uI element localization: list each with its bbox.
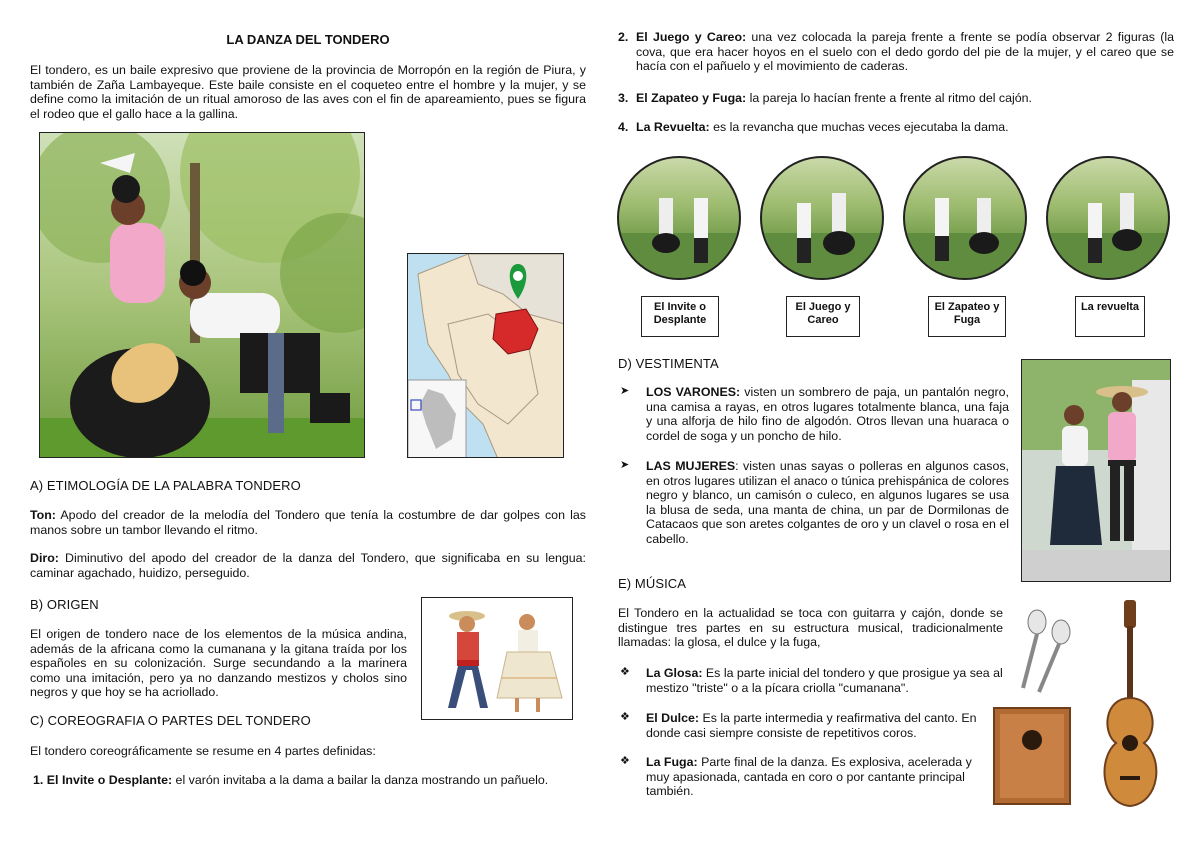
fuga-term: La Fuga: bbox=[646, 755, 698, 769]
juego-figures bbox=[762, 158, 882, 278]
couple-cartoon bbox=[422, 598, 573, 720]
invite-photo bbox=[617, 156, 741, 280]
part-2 bbox=[618, 30, 1174, 74]
label-revuelta: La revuelta bbox=[1075, 296, 1145, 337]
spoons-icon bbox=[1015, 608, 1080, 693]
revuelta-figures bbox=[1048, 158, 1168, 278]
mujeres-term: LAS MUJERES bbox=[646, 459, 736, 473]
part-2-term: El Juego y Careo: bbox=[636, 30, 747, 44]
ton-term: Ton: bbox=[30, 508, 56, 522]
piura-map bbox=[407, 253, 564, 458]
fuga-desc: Parte final de la danza. Es explosiva, acelerada y muy apasionada, cantada en coro o por cantante principal también. bbox=[646, 755, 972, 798]
label-zapateo: El Zapateo y Fuga bbox=[928, 296, 1006, 337]
part-1-num: 1. bbox=[33, 773, 44, 787]
part-4 bbox=[618, 120, 1174, 135]
diamond-bullet-icon: ❖ bbox=[620, 755, 630, 767]
varones-text bbox=[646, 385, 1009, 443]
part-3-text: la pareja lo hacían frente a frente al ritmo del cajón. bbox=[746, 91, 1032, 105]
zapateo-photo bbox=[903, 156, 1027, 280]
glosa-desc: Es la parte inicial del tondero y que prosigue ya sea al mestizo "triste" o a la pícara criolla "cumanana". bbox=[646, 666, 1003, 695]
intro-paragraph: El tondero, es un baile expresivo que proviene de la provincia de Morropón en la región de Piura, y también de Zaña Lambayeque. Este baile consiste en el coqueteo entre el hombre y la mujer, y se define como la imitación de un ritual amoroso de las aves con el fin de apareamiento, pues se figura el rodeo que el gallo hace a la gallina. bbox=[30, 63, 586, 121]
glosa-text bbox=[646, 666, 1003, 695]
part-1-text: el varón invitaba a la dama a bailar la danza mostrando un pañuelo. bbox=[172, 773, 549, 787]
guitar-icon bbox=[1094, 598, 1172, 810]
vestimenta-mujeres bbox=[620, 459, 1009, 546]
dancers-photo bbox=[39, 132, 365, 458]
costume-photo bbox=[1021, 359, 1171, 582]
dancers-illustration bbox=[40, 133, 365, 458]
revuelta-photo bbox=[1046, 156, 1170, 280]
music-intro: El Tondero en la actualidad se toca con guitarra y cajón, donde se distingue tres partes en su estructura musical, tradicionalmente llamadas: la glosa, el dulce y la fuga, bbox=[618, 606, 1003, 649]
part-2-body bbox=[636, 30, 1174, 74]
invite-figures bbox=[619, 158, 739, 278]
dulce-text bbox=[646, 711, 980, 740]
part-2-text: una vez colocada la pareja frente a frente se podía observar 2 figuras (la cova, que era hacer hoyos en el suelo con el dedo gordo del pie de la mujer, y el careo que se hacía con el pañuelo y el movimiento de caderas. bbox=[636, 30, 1174, 73]
part-1-term: El Invite o Desplante: bbox=[46, 773, 173, 787]
label-juego: El Juego y Careo bbox=[786, 296, 860, 337]
dulce-desc: Es la parte intermedia y reafirmativa del canto. En donde casi siempre consiste de repetitivos coros. bbox=[646, 711, 977, 740]
costume-couple bbox=[1022, 360, 1171, 582]
ton-text: Apodo del creador de la melodía del Tondero que tenía la costumbre de dar golpes con las manos sobre un tambor llevando el ritmo. bbox=[30, 508, 586, 537]
part-3-num: 3. bbox=[618, 91, 629, 105]
varones-term: LOS VARONES: bbox=[646, 385, 741, 399]
choreography-intro: El tondero coreográficamente se resume en 4 partes definidas: bbox=[30, 744, 376, 758]
section-e-heading: E) MÚSICA bbox=[618, 576, 687, 591]
label-invite: El Invite o Desplante bbox=[641, 296, 719, 337]
vestimenta-varones bbox=[620, 385, 1009, 443]
part-2-num: 2. bbox=[618, 30, 629, 44]
varones-desc: visten un sombrero de paja, un pantalón negro, una camisa a rayas, en otros lugares totalmente blanca, una faja y una alforja de hilo fino de algodón. Otros llevan una huaraca o cordel de soga y un poncho de hilo. bbox=[646, 385, 1009, 443]
music-fuga bbox=[620, 755, 982, 799]
part-4-term: La Revuelta: bbox=[636, 120, 710, 134]
origin-paragraph: El origen de tondero nace de los elementos de la música andina, además de la africana como la cumanana y la gitana traída por los españoles en su colonización. Surge secundando a la marinera como una imitación, pero ya no danzando mestizos y cholos sino negros y que hoy se ha acriollado. bbox=[30, 627, 407, 699]
part-4-num: 4. bbox=[618, 120, 629, 134]
part-3-term: El Zapateo y Fuga: bbox=[636, 91, 747, 105]
diamond-bullet-icon: ❖ bbox=[620, 666, 630, 678]
section-c-heading: C) COREOGRAFIA O PARTES DEL TONDERO bbox=[30, 713, 311, 728]
diamond-bullet-icon: ❖ bbox=[620, 711, 630, 723]
glosa-term: La Glosa: bbox=[646, 666, 703, 680]
cajon-icon bbox=[992, 706, 1074, 808]
arrow-bullet-icon: ➤ bbox=[620, 385, 630, 397]
section-d-heading: D) VESTIMENTA bbox=[618, 356, 719, 371]
part-3 bbox=[618, 91, 1174, 106]
mujeres-desc: : visten unas sayas o polleras en algunos casos, en otros lugares utilizan el anaco o túnica prehispánica de colores negro y blanco, un camisón o culeco, en algunos lugares se usa la blusa de seda, una manta de china, un par de Dormilonas de Catacaos que son aretes colgantes de oro y un clavel o rosa en el cabello. bbox=[646, 459, 1009, 546]
mujeres-text bbox=[646, 459, 1009, 546]
arrow-bullet-icon: ➤ bbox=[620, 459, 630, 471]
diro-term: Diro: bbox=[30, 551, 59, 565]
dulce-term: El Dulce: bbox=[646, 711, 700, 725]
dancing-couple-illustration bbox=[421, 597, 573, 720]
page-title: LA DANZA DEL TONDERO bbox=[226, 32, 390, 47]
part-3-body bbox=[636, 91, 1174, 106]
music-dulce bbox=[620, 711, 980, 740]
fuga-text bbox=[646, 755, 982, 799]
part-4-body bbox=[636, 120, 1174, 135]
zapateo-figures bbox=[905, 158, 1025, 278]
map-illustration bbox=[408, 254, 564, 458]
ton-definition bbox=[30, 508, 586, 537]
juego-photo bbox=[760, 156, 884, 280]
part-1 bbox=[33, 773, 586, 788]
section-b-heading: B) ORIGEN bbox=[30, 597, 99, 612]
music-glosa bbox=[620, 666, 1003, 695]
section-a-heading: A) ETIMOLOGÍA DE LA PALABRA TONDERO bbox=[30, 478, 301, 493]
diro-text: Diminutivo del apodo del creador de la danza del Tondero, que significaba en su lengua: caminar agachado, huidizo, perseguido. bbox=[30, 551, 586, 580]
diro-definition bbox=[30, 551, 586, 580]
part-4-text: es la revancha que muchas veces ejecutaba la dama. bbox=[709, 120, 1009, 134]
